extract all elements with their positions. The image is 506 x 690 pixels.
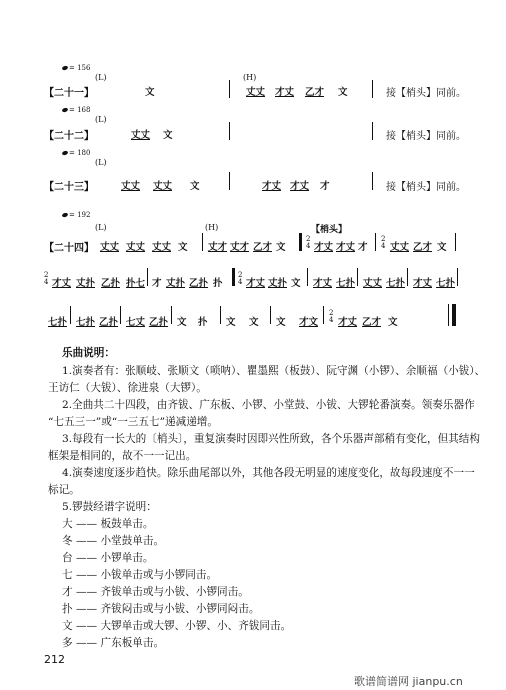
stroke: 文 [276, 242, 286, 253]
mark-h: (H) [243, 73, 257, 82]
stroke: 乙才 [362, 317, 382, 328]
instruction: 接【梢头】同前。 [386, 88, 466, 99]
stroke: 才丈 [246, 278, 266, 289]
barline [220, 306, 221, 324]
stroke: 才丈 [413, 278, 433, 289]
stroke: 丈扑 [268, 278, 288, 289]
mark-l: (L) [95, 158, 107, 167]
stroke: 丈丈 [126, 242, 146, 253]
stroke: 文 [338, 87, 348, 98]
mark-l: (L) [95, 115, 107, 124]
notation-definition: 扑 —— 齐钹闷击或与小钹、小锣同闷击。 [62, 603, 260, 615]
final-barline-thick [452, 304, 456, 326]
stroke: 才丈 [290, 181, 310, 192]
barline [229, 122, 230, 140]
stroke: 丈扑 [76, 278, 96, 289]
stroke: 丈丈 [131, 130, 151, 141]
mark-l: (L) [95, 73, 107, 82]
barline [147, 268, 148, 286]
time-signature: 2 4 [238, 271, 243, 286]
barline [171, 306, 172, 324]
notes-para: 框架是相同的，故不一一记出。 [48, 450, 197, 462]
stroke: 才 [152, 278, 162, 289]
stroke: 文 [177, 317, 187, 328]
stroke: 丈丈 [390, 242, 410, 253]
notes-para: “七五三一”或“一三五七”递减递增。 [48, 416, 218, 428]
notation-definition: 冬 —— 小堂鼓单击。 [62, 535, 165, 547]
stroke: 才丈 [336, 242, 356, 253]
notes-para: 标记。 [48, 484, 80, 496]
stroke: 才 [358, 242, 368, 253]
time-signature: 2 4 [306, 235, 311, 250]
stroke: 扑 [213, 278, 223, 289]
stroke: 丈才 [208, 242, 228, 253]
stroke: 丈丈 [100, 242, 120, 253]
barline [229, 80, 230, 98]
stroke: 七扑 [436, 278, 456, 289]
notation-definition: 才 —— 齐钹单击或与小钹、小锣同击。 [62, 586, 249, 598]
stroke: 丈才 [230, 242, 250, 253]
stroke: 丈丈 [246, 87, 266, 98]
barline [307, 268, 308, 286]
stroke: 文 [226, 317, 236, 328]
stroke: 文 [291, 278, 301, 289]
barline [407, 268, 408, 286]
notes-para: 3.每段有一长大的〔梢头〕，重复演奏时因即兴性所致，各个乐器声部稍有变化，但其结构 [62, 433, 480, 445]
stroke: 乙才 [305, 87, 325, 98]
barline [120, 306, 121, 324]
tempo-mark: = 192 [62, 211, 90, 219]
stroke: 才丈 [275, 87, 295, 98]
time-signature: 2 4 [381, 235, 386, 250]
stroke: 才文 [299, 317, 319, 328]
tempo-mark: = 156 [62, 64, 90, 72]
notes-para: 2.全曲共二十四段，由齐钹、广东板、小锣、小堂鼓、小钹、大锣轮番演奏。领奏乐器作 [62, 399, 475, 411]
notes-title: 乐曲说明： [62, 347, 115, 359]
notes-para: 4.演奏速度逐步趋快。除乐曲尾部以外，其他各段无明显的速度变化，故每段速度不一一 [62, 467, 475, 479]
notes-para: 王访仁（大钹）、徐进泉（大锣）。 [48, 382, 207, 394]
notation-definition: 大 —— 板鼓单击。 [62, 518, 154, 530]
stroke: 文 [437, 242, 447, 253]
barline [372, 80, 373, 98]
stroke: 才丈 [314, 242, 334, 253]
instruction: 接【梢头】同前。 [386, 131, 466, 142]
barline [372, 172, 373, 190]
notation-definition: 七 —— 小钹单击或与小锣同击。 [62, 569, 218, 581]
barline [202, 233, 203, 251]
tempo-mark: = 168 [62, 106, 90, 114]
stroke: 扑七 [126, 278, 146, 289]
stroke: 七扑 [336, 278, 356, 289]
stroke: 七扑 [76, 317, 96, 328]
barline [323, 306, 324, 324]
barline [357, 268, 358, 286]
barline [455, 233, 456, 251]
stroke: 文 [178, 242, 188, 253]
page-number: 212 [44, 653, 65, 666]
time-signature: 2 4 [329, 309, 334, 324]
time-signature: 2 4 [44, 271, 49, 286]
barline [457, 268, 458, 286]
stroke: 才丈 [313, 278, 333, 289]
stroke: 才丈 [338, 317, 358, 328]
stroke: 文 [249, 317, 259, 328]
barline [70, 306, 71, 324]
stroke: 文 [276, 317, 286, 328]
barline [270, 306, 271, 324]
barline [372, 122, 373, 140]
mark-h: (H) [205, 223, 219, 232]
tempo-mark: = 180 [62, 149, 90, 157]
barline [375, 233, 376, 251]
stroke: 乙扑 [99, 317, 119, 328]
notes-para: 5.锣鼓经谱字说明： [62, 501, 157, 513]
barline [232, 268, 235, 286]
stroke: 七扑 [48, 317, 68, 328]
stroke: 乙扑 [101, 278, 121, 289]
stroke: 丈扑 [166, 278, 186, 289]
stroke: 扑 [198, 317, 208, 328]
stroke: 七扑 [386, 278, 406, 289]
section-label: 【二十一】 [44, 88, 94, 99]
stroke: 丈丈 [121, 181, 141, 192]
notation-definition: 多 —— 广东板单击。 [62, 637, 165, 649]
stroke: 乙扑 [189, 278, 209, 289]
section-label: 【二十四】 [44, 243, 94, 254]
stroke: 文 [163, 130, 173, 141]
stroke: 丈丈 [152, 242, 172, 253]
mark-shaotou: 【梢头】 [311, 225, 348, 235]
barline [299, 233, 302, 251]
notation-definition: 文 —— 大锣单击或大锣、小锣、小、齐钹同击。 [62, 620, 292, 632]
watermark: 歌谱简谱网 jianpu.cn [354, 675, 463, 688]
stroke: 乙才 [413, 242, 433, 253]
stroke: 才 [320, 181, 330, 192]
notes-para: 1.演奏者有：张顺岐、张顺文（唢呐）、瞿墨熙（板鼓）、阮守渊（小锣）、余顺福（小钹）、 [62, 365, 486, 377]
instruction: 接【梢头】同前。 [386, 182, 466, 193]
mark-l: (L) [95, 223, 107, 232]
stroke: 乙扑 [149, 317, 169, 328]
stroke: 文 [190, 181, 200, 192]
barline [229, 172, 230, 190]
stroke: 才丈 [262, 181, 282, 192]
section-label: 【二十二】 [44, 131, 94, 142]
stroke: 丈丈 [153, 181, 173, 192]
stroke: 丈丈 [363, 278, 383, 289]
notation-definition: 台 —— 小锣单击。 [62, 552, 154, 564]
stroke: 才丈 [52, 278, 72, 289]
final-barline-thin [448, 304, 449, 326]
stroke: 文 [145, 87, 155, 98]
stroke: 七丈 [126, 317, 146, 328]
stroke: 文 [388, 317, 398, 328]
stroke: 乙才 [253, 242, 273, 253]
section-label: 【二十三】 [44, 182, 94, 193]
